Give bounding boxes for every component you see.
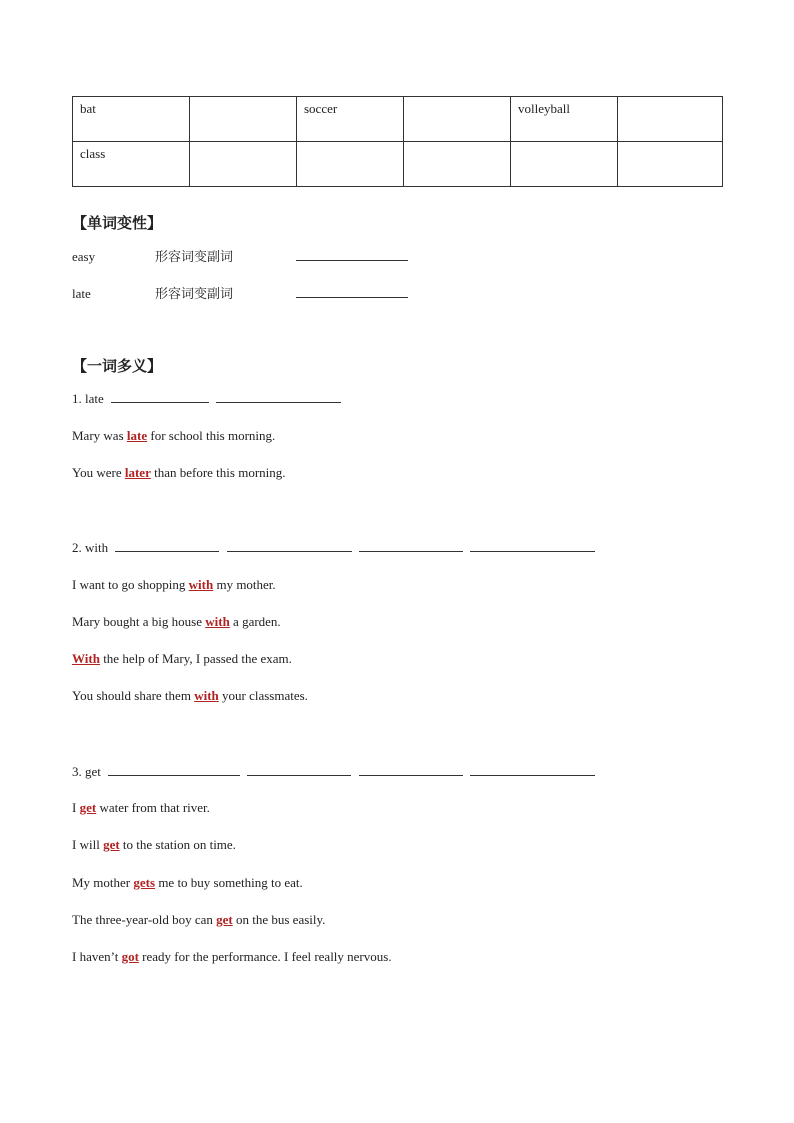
sentence-text: water from that river. [96, 800, 210, 815]
word: easy [72, 249, 96, 264]
sentence-text: The three-year-old boy can [72, 912, 217, 927]
example-sentence [72, 875, 303, 891]
answer-blank[interactable] [470, 763, 595, 776]
table-cell [404, 142, 511, 187]
answer-blank[interactable] [108, 763, 240, 776]
example-sentence [72, 651, 292, 667]
example-sentence [72, 688, 308, 704]
word-form-row [72, 246, 408, 265]
example-sentence [72, 800, 210, 816]
keyword: With [72, 651, 100, 666]
sentence-text: You were [72, 465, 125, 480]
group-label: 3. get [72, 764, 101, 779]
sentence-text: on the bus easily. [232, 912, 326, 927]
sentence-text: than before this morning. [150, 465, 286, 480]
answer-blank[interactable] [470, 539, 595, 552]
word-form-desc: 形容词变副词 [155, 287, 234, 302]
sentence-text: ready for the performance. I feel really nervous. [138, 949, 392, 964]
sentence-text: your classmates. [218, 688, 308, 703]
word-form-desc: 形容词变副词 [155, 250, 234, 265]
group-label: 2. with [72, 540, 109, 555]
sentence-text: to the station on time. [119, 837, 236, 852]
answer-blank[interactable] [216, 390, 341, 403]
keyword: late [126, 428, 148, 443]
sentence-text: I [72, 800, 80, 815]
answer-blank[interactable] [359, 763, 463, 776]
table-row [73, 142, 723, 187]
sentence-text: I will [72, 837, 104, 852]
table-cell: soccer [297, 97, 404, 142]
group-label: 1. late [72, 391, 104, 406]
sentence-text: the help of Mary, I passed the exam. [99, 651, 292, 666]
sentence-text: me to buy something to eat. [155, 875, 303, 890]
section-heading-word-forms: 【单词变性】 [72, 214, 163, 232]
keyword: get [216, 912, 233, 927]
keyword: later [124, 465, 151, 480]
keyword: got [121, 949, 139, 964]
table-cell [618, 97, 723, 142]
answer-blank[interactable] [359, 539, 463, 552]
keyword: get [79, 800, 97, 815]
example-sentence [72, 949, 392, 965]
example-sentence [72, 614, 281, 630]
sentence-text: my mother. [213, 577, 276, 592]
polysemy-label-row [72, 390, 341, 407]
sentence-text: Mary bought a big house [72, 614, 206, 629]
table-cell [297, 142, 404, 187]
answer-blank[interactable] [247, 763, 351, 776]
table-cell: volleyball [511, 97, 618, 142]
keyword: with [188, 577, 214, 592]
table-cell [190, 142, 297, 187]
table-row [73, 97, 723, 142]
sentence-text: for school this morning. [147, 428, 276, 443]
vocab-table [72, 96, 723, 187]
sentence-text: a garden. [229, 614, 281, 629]
example-sentence [72, 912, 325, 928]
keyword: gets [133, 875, 156, 890]
answer-blank[interactable] [227, 539, 352, 552]
table-cell [618, 142, 723, 187]
table-cell: bat [73, 97, 190, 142]
keyword: with [205, 614, 230, 629]
answer-blank[interactable] [111, 390, 209, 403]
table-cell [511, 142, 618, 187]
table-cell [190, 97, 297, 142]
example-sentence [72, 837, 236, 853]
sentence-text: I want to go shopping [72, 577, 189, 592]
answer-blank[interactable] [296, 285, 408, 298]
polysemy-label-row [72, 763, 595, 780]
sentence-text: Mary was [72, 428, 127, 443]
word-form-row [72, 283, 408, 302]
example-sentence [72, 428, 275, 444]
answer-blank[interactable] [115, 539, 219, 552]
word: late [72, 286, 91, 301]
answer-blank[interactable] [296, 248, 408, 261]
polysemy-label-row [72, 539, 595, 556]
example-sentence [72, 577, 276, 593]
example-sentence [72, 465, 286, 481]
sentence-text: You should share them [72, 688, 195, 703]
table-cell [404, 97, 511, 142]
table-cell: class [73, 142, 190, 187]
sentence-text: I haven’t [72, 949, 122, 964]
keyword: with [194, 688, 219, 703]
sentence-text: My mother [72, 875, 134, 890]
section-heading-polysemy: 【一词多义】 [72, 357, 163, 375]
keyword: get [103, 837, 120, 852]
